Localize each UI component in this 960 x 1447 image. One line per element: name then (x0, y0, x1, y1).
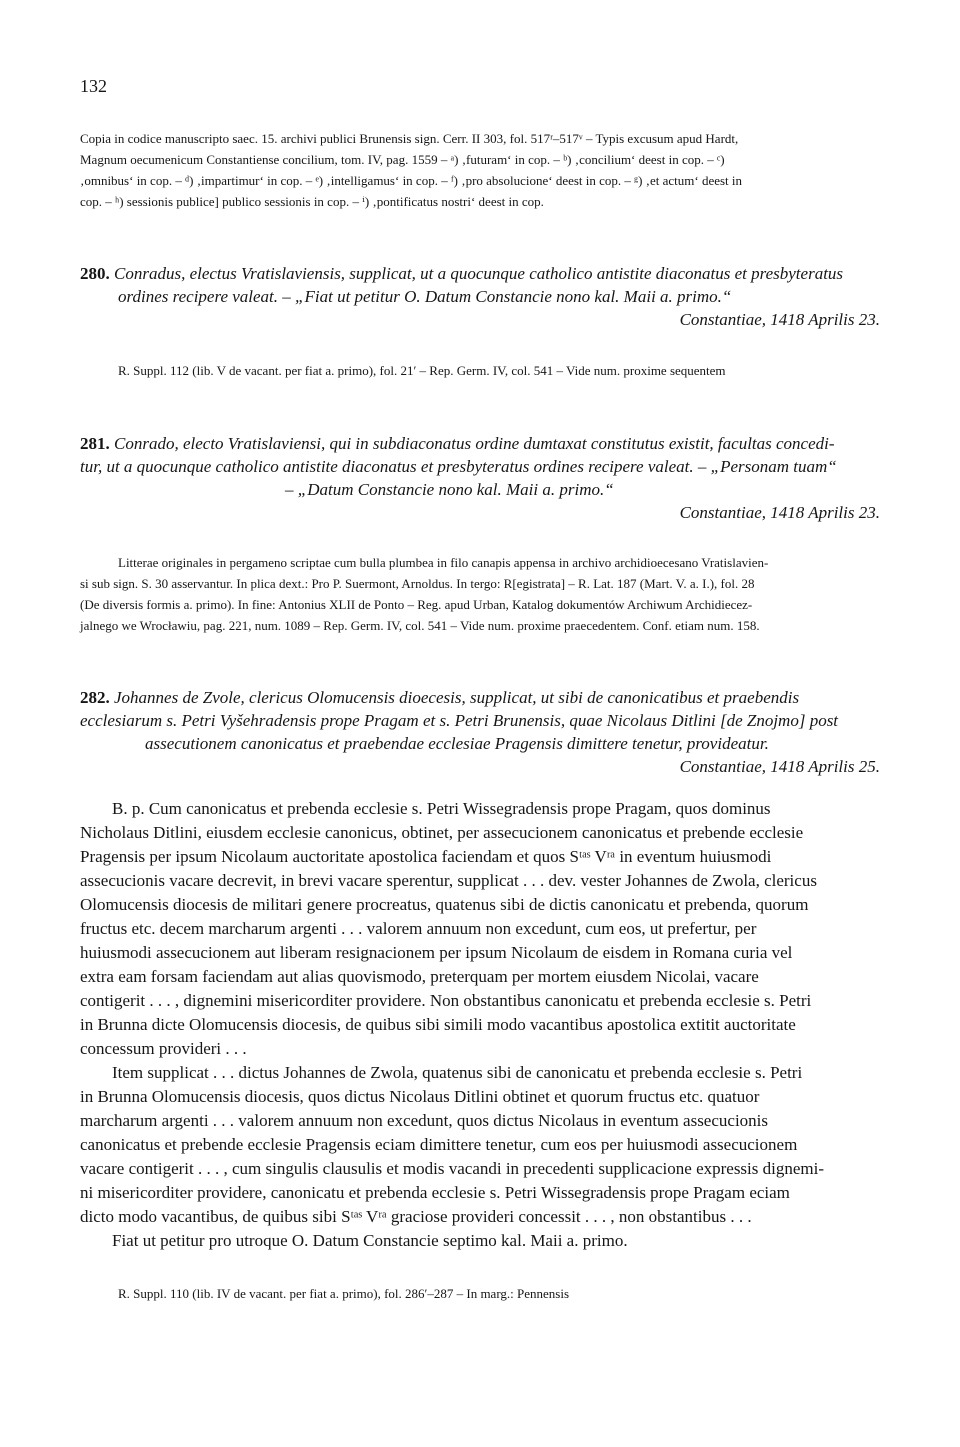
text-line: assecucionis vacare decrevit, in brevi vacare sperentur, supplicat . . . dev. vester Johannes de Zwola, clericus (80, 871, 817, 890)
doc282-paragraph-2 (80, 1061, 880, 1229)
doc282-regest-line: assecutionem canonicatus et praebendae ecclesiae Pragensis dimittere tenetur, provideatur. (145, 734, 769, 753)
text-line: Nicholaus Ditlini, eiusdem ecclesie canonicus, obtinet, per assecucionem canonicatus et prebende ecclesie (80, 823, 804, 842)
text-line: Fiat ut petitur pro utroque O. Datum Constancie septimo kal. Maii a. primo. (112, 1231, 628, 1250)
doc281-place-date: Constantiae, 1418 Aprilis 23. (679, 503, 880, 522)
doc282-text (80, 797, 880, 1253)
doc281-note-line: Litterae originales in pergameno scriptae cum bulla plumbea in filo canapis appensa in archivo archidioecesano Vratislavien- (118, 555, 769, 570)
doc282-note: R. Suppl. 110 (lib. IV de vacant. per fiat a. primo), fol. 286′–287 – In marg.: Pennensis (118, 1286, 570, 1301)
doc281-regest-line: Conrado, electo Vratislaviensi, qui in subdiaconatus ordine dumtaxat constitutus existit, facultas concedi- (109, 434, 835, 453)
text-line: vacare contigerit . . . , cum singulis clausulis et modis vacandi in precedenti supplicacione expressis dignemi- (80, 1159, 825, 1178)
doc282-paragraph-1 (80, 797, 880, 1061)
apparatus-line: Magnum oecumenicum Constantiense concilium, tom. IV, pag. 1559 – ᵃ) ‚futuram‘ in cop. – ᵇ) ‚concilium‘ deest in cop. – ᶜ) (80, 152, 725, 167)
doc282-number: 282. (80, 688, 110, 707)
text-line: marcharum argenti . . . valorem annuum non excedunt, quos dictus Nicolaus in eventum assecucionis (80, 1111, 769, 1130)
doc282-regest-line: Johannes de Zvole, clericus Olomucensis dioecesis, supplicat, ut sibi de canonicatibus et praebendis (109, 688, 800, 707)
text-line: in Brunna Olomucensis diocesis, quos dictus Nicolaus Ditlini obtinet et quorum fructus etc. quatuor (80, 1087, 760, 1106)
doc280-regest-line: Conradus, electus Vratislaviensis, supplicat, ut a quocunque catholico antistite diaconatus et presbyteratus (109, 264, 844, 283)
text-line: B. p. Cum canonicatus et prebenda ecclesie s. Petri Wissegradensis prope Pragam, quos dominus (112, 799, 771, 818)
doc281-regest-line: – „Datum Constancie nono kal. Maii a. primo.“ (285, 480, 614, 499)
doc280-regest (80, 262, 880, 331)
doc281-regest (80, 432, 880, 524)
doc281-note (80, 552, 880, 636)
doc282-paragraph-3 (80, 1229, 880, 1253)
text-line: ni misericorditer providere, canonicatu et prebenda ecclesie s. Petri Wissegradensis prope Pragam eciam (80, 1183, 790, 1202)
doc282-regest-line: ecclesiarum s. Petri Vyšehradensis prope Pragam et s. Petri Brunensis, quae Nicolaus Ditlini [de Znojmo] post (80, 711, 839, 730)
text-line: Item supplicat . . . dictus Johannes de Zwola, quatenus sibi de canonicatu et prebenda ecclesie s. Petri (112, 1063, 803, 1082)
doc280-place-date: Constantiae, 1418 Aprilis 23. (679, 310, 880, 329)
doc280-number: 280. (80, 264, 110, 283)
text-line: dicto modo vacantibus, de quibus sibi Sᵗᵃˢ Vʳᵃ graciose provideri concessit . . . , non obstantibus . . . (80, 1207, 752, 1226)
text-line: huiusmodi assecucionem aut liberam resignacionem per ipsum Nicolaum de eisdem in Romana curia vel (80, 943, 793, 962)
apparatus-line: ‚omnibus‘ in cop. – ᵈ) ‚impartimur‘ in cop. – ᵉ) ‚intelligamus‘ in cop. – ᶠ) ‚pro absolucione‘ deest in cop. – ᵍ) ‚et actum‘ deest in (80, 173, 743, 188)
doc279-apparatus (80, 128, 880, 212)
doc282-regest (80, 686, 880, 778)
apparatus-line: Copia in codice manuscripto saec. 15. archivi publici Brunensis sign. Cerr. II 303, fol. 517ʳ–517ᵛ – Typis excusum apud Hardt, (80, 131, 739, 146)
doc281-regest-line: tur, ut a quocunque catholico antistite diaconatus et presbyteratus ordines recipere valeat. – „Personam tuam“ (80, 457, 837, 476)
doc281-note-line: jalnego we Wrocławiu, pag. 221, num. 1089 – Rep. Germ. IV, col. 541 – Vide num. proxime praecedentem. Conf. etiam num. 158. (80, 618, 760, 633)
text-line: fructus etc. decem marcharum argenti . . . valorem annuum non excedunt, cum eos, ut prefertur, per (80, 919, 757, 938)
doc281-note-line: (De diversis formis a. primo). In fine: Antonius XLII de Ponto – Reg. apud Urban, Katalog dokumentów Archiwum Archidiecez- (80, 597, 753, 612)
text-line: Pragensis per ipsum Nicolaum auctoritate apostolica faciendam et quos Sᵗᵃˢ Vʳᵃ in eventum huiusmodi (80, 847, 772, 866)
doc282-place-date: Constantiae, 1418 Aprilis 25. (679, 757, 880, 776)
text-line: in Brunna dicte Olomucensis diocesis, de quibus sibi simili modo vacantibus apostolica extitit auctoritate (80, 1015, 796, 1034)
doc280-regest-line: ordines recipere valeat. – „Fiat ut petitur O. Datum Constancie nono kal. Maii a. primo.“ (118, 287, 732, 306)
text-line: Olomucensis diocesis de militari genere procreatus, quatenus sibi de dictis canonicatu et prebenda, quorum (80, 895, 809, 914)
doc281-note-line: si sub sign. S. 30 asservantur. In plica dext.: Pro P. Suermont, Arnoldus. In tergo: R[egistrata] – R. Lat. 187 (Mart. V. a. I.), fol. 28 (80, 576, 755, 591)
text-line: extra eam forsam faciendam aut alias quovismodo, preterquam per mortem eiusdem Nicolai, vacare (80, 967, 759, 986)
text-line: canonicatus et prebende ecclesie Pragensis eciam dimittere tenetur, cum eos per huiusmodi assecucionem (80, 1135, 798, 1154)
page-number: 132 (80, 76, 107, 96)
text-line: contigerit . . . , dignemini misericorditer providere. Non obstantibus canonicatu et prebenda ecclesie s. Petri (80, 991, 812, 1010)
doc281-number: 281. (80, 434, 110, 453)
doc280-note: R. Suppl. 112 (lib. V de vacant. per fiat a. primo), fol. 21′ – Rep. Germ. IV, col. 541 – Vide num. proxime sequentem (118, 363, 726, 378)
text-line: concessum provideri . . . (80, 1039, 247, 1058)
apparatus-line: cop. – ʰ) sessionis publice] publico sessionis in cop. – ⁱ) ‚pontificatus nostri‘ deest in cop. (80, 194, 544, 209)
